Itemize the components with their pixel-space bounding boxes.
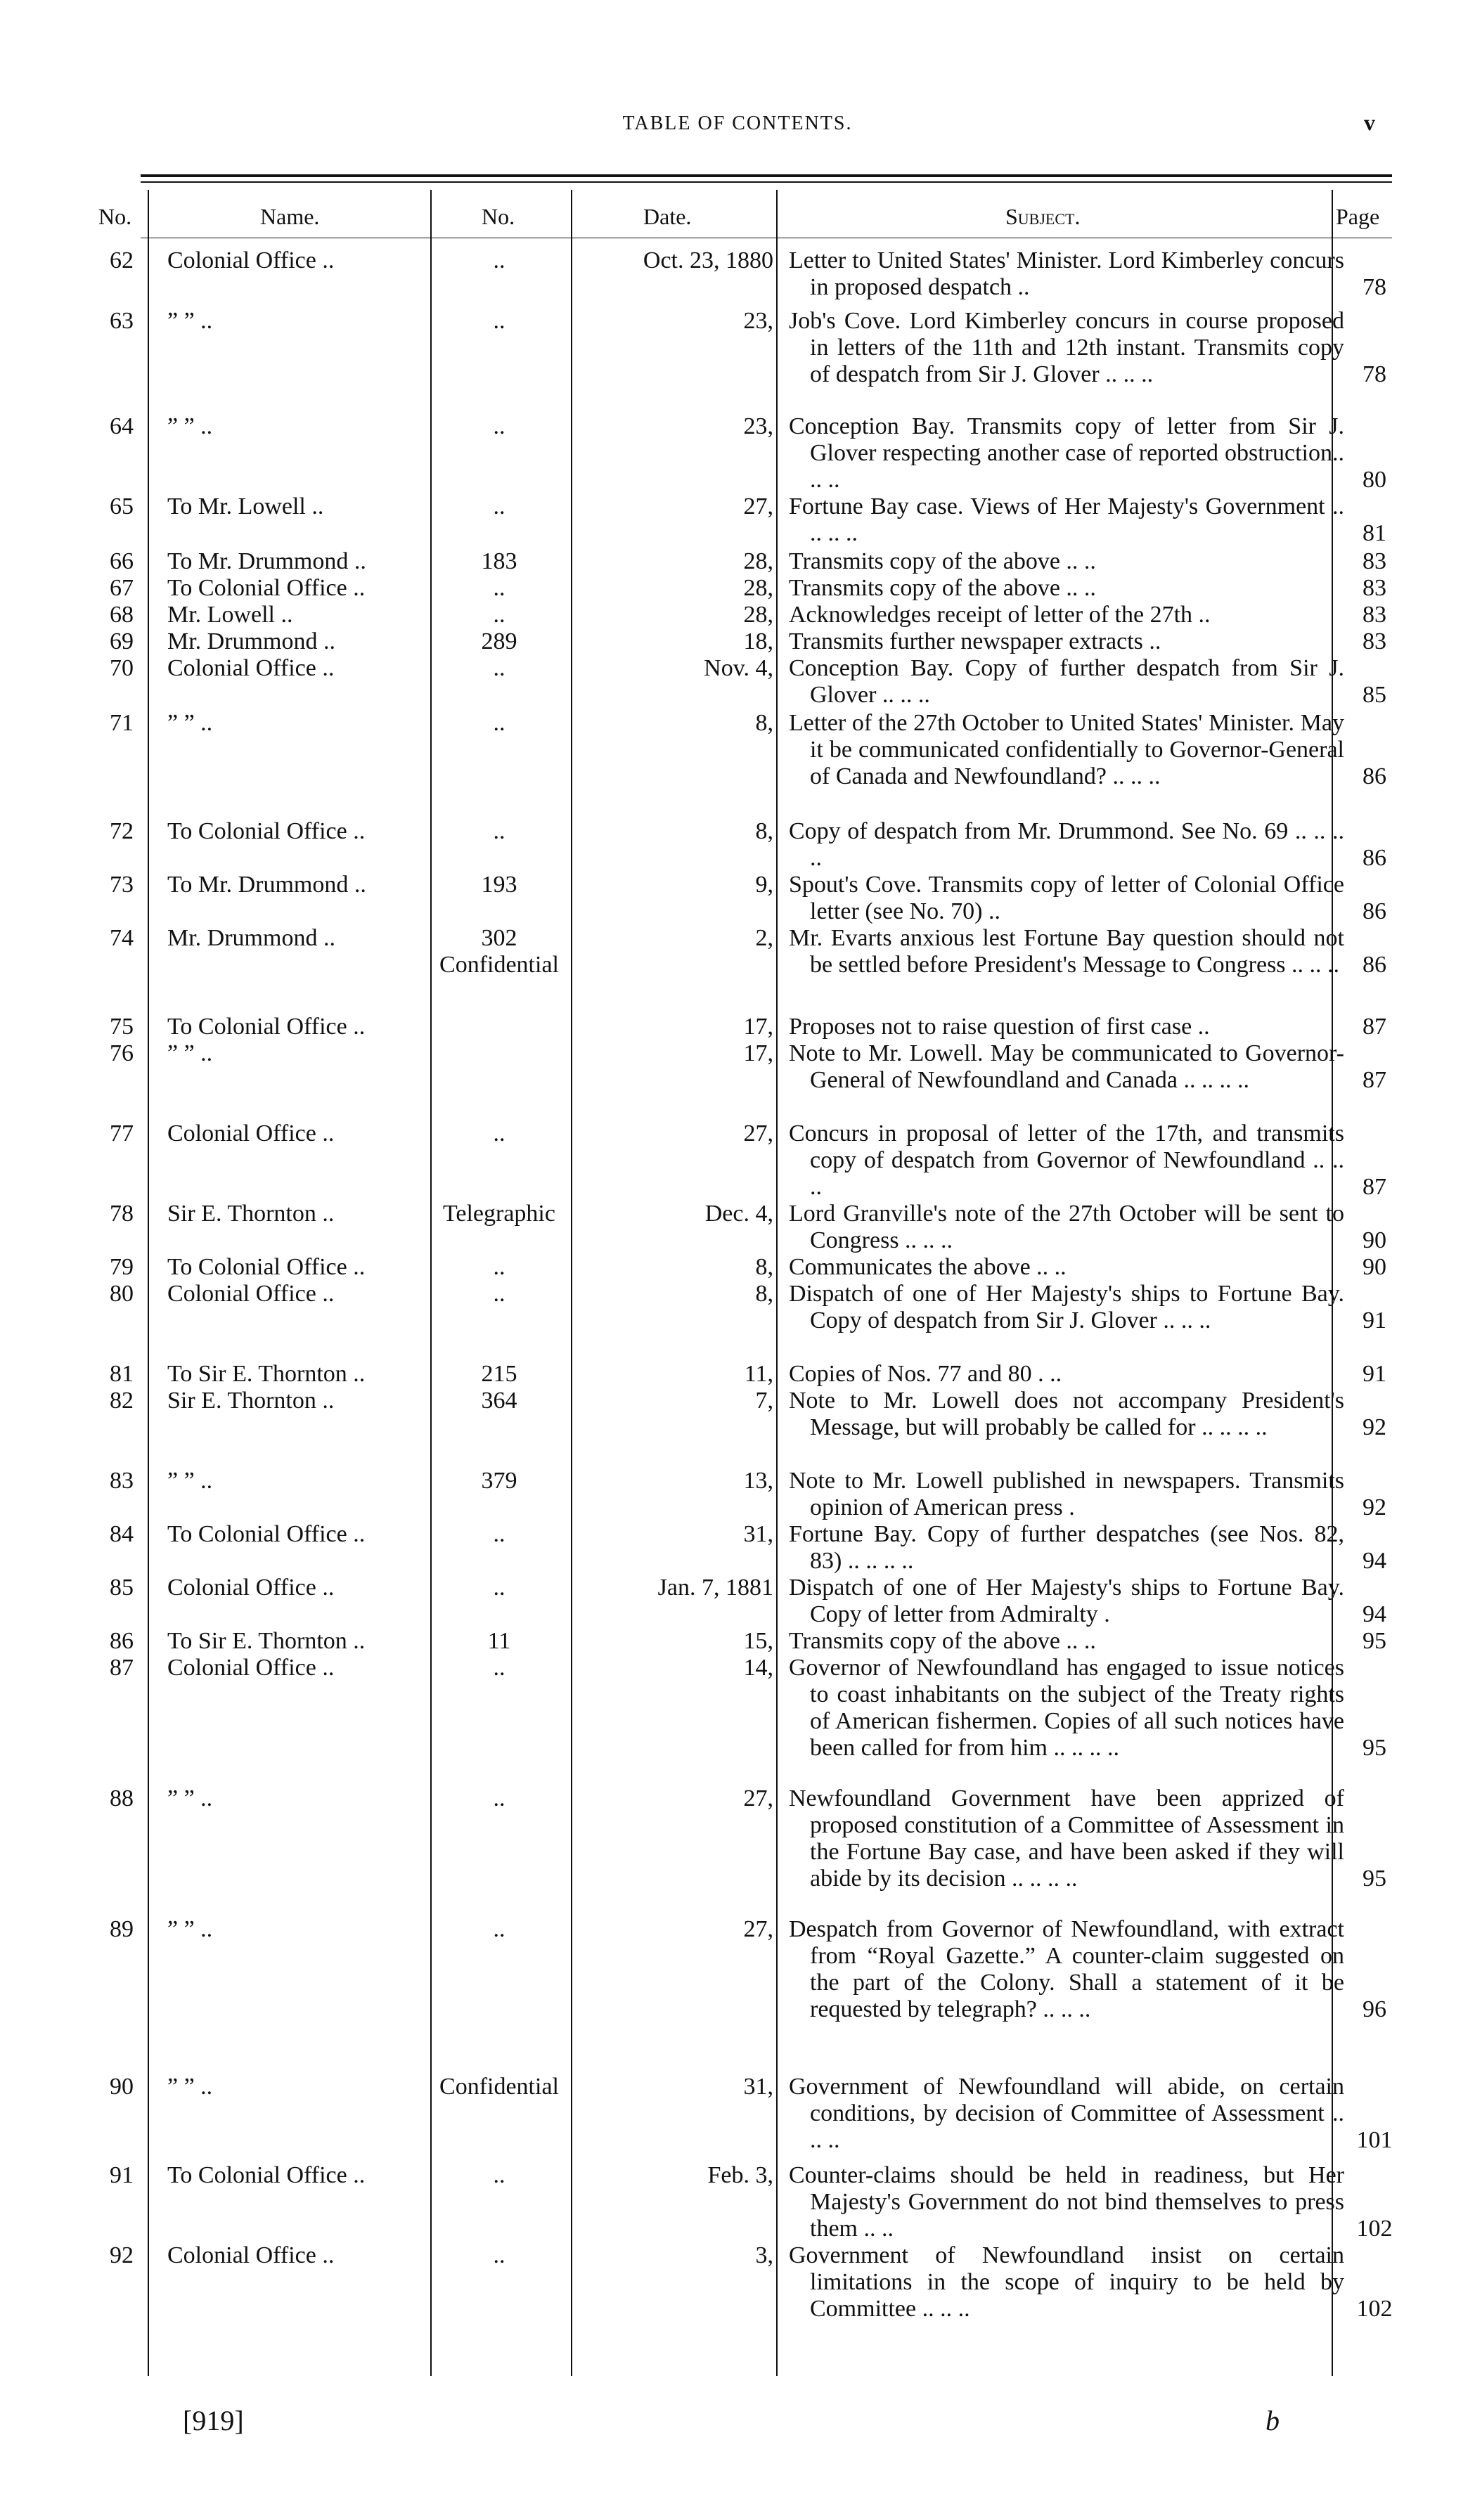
- cell-page: 85: [1363, 682, 1386, 708]
- cell-subject: Letter to United States' Minister. Lord Kimberley concurs in proposed despatch ..: [789, 247, 1344, 300]
- cell-num: ..: [493, 818, 505, 844]
- cell-name: To Colonial Office ..: [167, 1521, 366, 1547]
- cell-no: 88: [110, 1785, 134, 1811]
- cell-name: ” ” ..: [167, 1916, 213, 1942]
- cell-name: To Mr. Lowell ..: [167, 493, 324, 519]
- cell-name: Sir E. Thornton ..: [167, 1388, 335, 1414]
- cell-page: 95: [1363, 1628, 1386, 1654]
- cell-date: 11,: [744, 1361, 773, 1387]
- cell-date: 15,: [743, 1628, 773, 1654]
- cell-date: 17,: [743, 1014, 773, 1040]
- col-divider-3: [571, 190, 572, 2376]
- cell-no: 78: [110, 1201, 134, 1227]
- cell-no: 92: [110, 2242, 134, 2268]
- cell-name: To Colonial Office ..: [167, 2162, 366, 2188]
- cell-date: 17,: [743, 1040, 773, 1066]
- cell-num: 193: [481, 872, 517, 898]
- cell-page: 91: [1363, 1361, 1386, 1387]
- running-title: TABLE OF CONTENTS.: [622, 112, 853, 134]
- cell-num: ..: [493, 602, 505, 628]
- cell-no: 81: [110, 1361, 134, 1387]
- cell-page: 86: [1363, 898, 1386, 924]
- cell-no: 74: [110, 925, 134, 951]
- cell-name: Sir E. Thornton ..: [167, 1201, 335, 1227]
- cell-page: 102: [1356, 2216, 1393, 2242]
- header-num: No.: [482, 204, 515, 229]
- col-divider-1: [148, 190, 149, 2376]
- cell-subject: Note to Mr. Lowell does not accompany President's Message, but will probably be called for .. .. .. ..: [789, 1388, 1344, 1440]
- cell-date: Nov. 4,: [704, 655, 773, 681]
- cell-page: 83: [1363, 548, 1386, 574]
- cell-no: 67: [110, 575, 134, 601]
- cell-subject: Note to Mr. Lowell. May be communicated to Governor-General of Newfoundland and Canada .. .. .. ..: [789, 1040, 1344, 1093]
- cell-num: ..: [493, 1785, 505, 1811]
- cell-num: ..: [493, 1120, 505, 1146]
- cell-name: Colonial Office ..: [167, 247, 335, 273]
- cell-no: 75: [110, 1014, 134, 1040]
- cell-subject: Fortune Bay case. Views of Her Majesty's Government .. .. .. ..: [789, 493, 1344, 546]
- cell-date: Dec. 4,: [704, 1201, 773, 1227]
- cell-date: 23,: [743, 308, 773, 334]
- cell-no: 80: [110, 1281, 134, 1307]
- cell-date: Oct. 23, 1880: [643, 247, 773, 273]
- cell-num: 183: [481, 548, 517, 574]
- cell-num: 215: [481, 1361, 517, 1387]
- cell-name: ” ” ..: [167, 1040, 213, 1066]
- cell-no: 68: [110, 602, 134, 628]
- cell-num: Telegraphic: [443, 1201, 555, 1227]
- cell-date: 3,: [755, 2242, 773, 2268]
- cell-name: To Sir E. Thornton ..: [167, 1628, 366, 1654]
- cell-subject: Acknowledges receipt of letter of the 27th ..: [789, 602, 1211, 628]
- cell-num: ..: [493, 308, 505, 334]
- cell-subject: Transmits further newspaper extracts ..: [789, 628, 1161, 654]
- cell-no: 66: [110, 548, 134, 574]
- cell-num: ..: [493, 2162, 505, 2188]
- cell-num: ..: [493, 575, 505, 601]
- cell-no: 77: [110, 1120, 134, 1146]
- cell-num: ..: [493, 413, 505, 439]
- cell-no: 89: [110, 1916, 134, 1942]
- cell-num: ..: [493, 1281, 505, 1307]
- top-rule-thin: [141, 181, 1392, 183]
- cell-date: 8,: [755, 1281, 773, 1307]
- cell-no: 82: [110, 1388, 134, 1414]
- cell-num: ..: [493, 710, 505, 736]
- page-letter: v: [1364, 110, 1375, 135]
- cell-no: 64: [110, 413, 134, 439]
- cell-no: 86: [110, 1628, 134, 1654]
- cell-num: 302: [481, 925, 517, 951]
- cell-num: 379: [481, 1468, 517, 1494]
- cell-no: 72: [110, 818, 134, 844]
- cell-name: To Colonial Office ..: [167, 1254, 366, 1280]
- cell-name: ” ” ..: [167, 710, 213, 736]
- cell-date: 27,: [743, 493, 773, 519]
- cell-page: 86: [1363, 763, 1386, 789]
- cell-num: ..: [493, 1916, 505, 1942]
- cell-num: ..: [493, 1254, 505, 1280]
- footer-signature: [919]: [183, 2405, 244, 2436]
- cell-page: 91: [1363, 1307, 1386, 1333]
- cell-page: 87: [1363, 1014, 1386, 1040]
- cell-no: 73: [110, 872, 134, 898]
- cell-date: 2,: [755, 925, 773, 951]
- cell-no: 76: [110, 1040, 134, 1066]
- cell-date: 27,: [743, 1785, 773, 1811]
- cell-no: 79: [110, 1254, 134, 1280]
- cell-name: To Mr. Drummond ..: [167, 548, 366, 574]
- cell-page: 87: [1363, 1174, 1386, 1200]
- cell-page: 95: [1363, 1735, 1386, 1761]
- cell-name: To Sir E. Thornton ..: [167, 1361, 366, 1387]
- cell-no: 91: [110, 2162, 134, 2188]
- cell-name: To Colonial Office ..: [167, 818, 366, 844]
- cell-page: 86: [1363, 845, 1386, 871]
- cell-date: Feb. 3,: [707, 2162, 773, 2188]
- cell-no: 84: [110, 1521, 134, 1547]
- cell-page: 83: [1363, 575, 1386, 601]
- cell-num: ..: [493, 1575, 505, 1601]
- cell-name: Colonial Office ..: [167, 1575, 335, 1601]
- cell-name: Colonial Office ..: [167, 655, 335, 681]
- cell-num: ..: [493, 247, 505, 273]
- cell-subject: Mr. Evarts anxious lest Fortune Bay question should not be settled before President's Message to Congress .. .. ..: [789, 925, 1344, 978]
- cell-subject: Conception Bay. Transmits copy of letter from Sir J. Glover respecting another case of reported obstruction.. .. ..: [789, 413, 1344, 493]
- cell-page: 94: [1363, 1548, 1386, 1574]
- cell-page: 90: [1363, 1254, 1386, 1280]
- cell-subject: Fortune Bay. Copy of further despatches (see Nos. 82, 83) .. .. .. ..: [789, 1521, 1344, 1574]
- cell-subject: Note to Mr. Lowell published in newspapers. Transmits opinion of American press .: [789, 1468, 1344, 1520]
- cell-no: 69: [110, 628, 134, 654]
- cell-page: 81: [1363, 520, 1386, 546]
- cell-page: 95: [1363, 1866, 1386, 1892]
- cell-num: 289: [481, 628, 517, 654]
- cell-name: ” ” ..: [167, 1785, 213, 1811]
- cell-page: 78: [1363, 361, 1386, 387]
- cell-name: Colonial Office ..: [167, 1281, 335, 1307]
- header-page: Page: [1336, 204, 1380, 229]
- cell-name: To Colonial Office ..: [167, 1014, 366, 1040]
- cell-no: 63: [110, 308, 134, 334]
- cell-subject: Spout's Cove. Transmits copy of letter of Colonial Office letter (see No. 70) ..: [789, 872, 1344, 924]
- cell-date: 8,: [755, 818, 773, 844]
- top-rule-thick: [141, 174, 1392, 177]
- cell-date: 23,: [743, 413, 773, 439]
- cell-subject: Counter-claims should be held in readiness, but Her Majesty's Government do not bind themselves to press them .. ..: [789, 2162, 1344, 2242]
- cell-subject: Transmits copy of the above .. ..: [789, 575, 1096, 601]
- cell-no: 70: [110, 655, 134, 681]
- cell-date: 27,: [743, 1120, 773, 1146]
- cell-date: 9,: [755, 872, 773, 898]
- cell-page: 80: [1363, 467, 1386, 493]
- cell-no: 83: [110, 1468, 134, 1494]
- col-divider-4: [776, 190, 778, 2376]
- cell-subject: Dispatch of one of Her Majesty's ships to Fortune Bay. Copy of letter from Admiralty .: [789, 1575, 1344, 1627]
- cell-date: Jan. 7, 1881: [657, 1575, 773, 1601]
- cell-page: 83: [1363, 628, 1386, 654]
- cell-page: 94: [1363, 1601, 1386, 1627]
- cell-no: 65: [110, 493, 134, 519]
- cell-page: 78: [1363, 274, 1386, 300]
- cell-page: 90: [1363, 1227, 1386, 1253]
- header-subject: Subject.: [1005, 204, 1081, 229]
- cell-num: 11: [487, 1628, 511, 1654]
- cell-date: 28,: [743, 575, 773, 601]
- cell-subject: Copy of despatch from Mr. Drummond. See No. 69 .. .. .. ..: [789, 818, 1344, 871]
- cell-name: ” ” ..: [167, 2074, 213, 2100]
- cell-subject: Dispatch of one of Her Majesty's ships to Fortune Bay. Copy of despatch from Sir J. Glover .. .. ..: [789, 1281, 1344, 1333]
- cell-name: ” ” ..: [167, 308, 213, 334]
- cell-no: 62: [110, 247, 134, 273]
- cell-no: 90: [110, 2074, 134, 2100]
- cell-subject: Concurs in proposal of letter of the 17th, and transmits copy of despatch from Governor of Newfoundland .. .. ..: [789, 1120, 1344, 1200]
- cell-name: Colonial Office ..: [167, 1120, 335, 1146]
- cell-date: 14,: [743, 1655, 773, 1681]
- cell-num: ..: [493, 493, 505, 519]
- cell-page: 101: [1356, 2127, 1393, 2153]
- cell-num: ..: [493, 655, 505, 681]
- cell-num: 364: [481, 1388, 517, 1414]
- cell-subject: Government of Newfoundland insist on certain limitations in the scope of inquiry to be held by Committee .. .. ..: [789, 2242, 1344, 2322]
- cell-date: 8,: [755, 710, 773, 736]
- cell-subject: Copies of Nos. 77 and 80 . ..: [789, 1361, 1062, 1387]
- cell-subject: Lord Granville's note of the 27th October will be sent to Congress .. .. ..: [789, 1201, 1344, 1253]
- header-date: Date.: [643, 204, 692, 229]
- cell-page: 86: [1363, 952, 1386, 978]
- cell-date: 27,: [743, 1916, 773, 1942]
- cell-no: 85: [110, 1575, 134, 1601]
- cell-date: 28,: [743, 548, 773, 574]
- cell-subject: Conception Bay. Copy of further despatch from Sir J. Glover .. .. ..: [789, 655, 1344, 708]
- cell-name: ” ” ..: [167, 413, 213, 439]
- cell-subject: Despatch from Governor of Newfoundland, with extract from “Royal Gazette.” A counter-claim suggested on the part of the Colony. Shall a statement of it be requested by telegraph? .. .. ..: [789, 1916, 1344, 2022]
- cell-num: ..: [493, 1655, 505, 1681]
- cell-name: ” ” ..: [167, 1468, 213, 1494]
- cell-page: 83: [1363, 602, 1386, 628]
- cell-no: 87: [110, 1655, 134, 1681]
- cell-subject: Communicates the above .. ..: [789, 1254, 1067, 1280]
- header-no: No.: [98, 204, 132, 229]
- cell-name: Colonial Office ..: [167, 1655, 335, 1681]
- footer-sheet-letter: b: [1265, 2405, 1280, 2436]
- cell-date: 28,: [743, 602, 773, 628]
- cell-date: 8,: [755, 1254, 773, 1280]
- cell-subject: Proposes not to raise question of first case ..: [789, 1014, 1210, 1040]
- cell-subject: Government of Newfoundland will abide, on certain conditions, by decision of Committee of Assessment .. .. ..: [789, 2074, 1344, 2153]
- cell-page: 92: [1363, 1494, 1386, 1520]
- cell-date: 7,: [755, 1388, 773, 1414]
- cell-page: 87: [1363, 1067, 1386, 1093]
- cell-name: To Mr. Drummond ..: [167, 872, 366, 898]
- cell-name: Mr. Drummond ..: [167, 925, 335, 951]
- cell-name: Colonial Office ..: [167, 2242, 335, 2268]
- cell-date: 31,: [743, 2074, 773, 2100]
- cell-name: Mr. Lowell ..: [167, 602, 293, 628]
- cell-date: 13,: [743, 1468, 773, 1494]
- cell-subject: Job's Cove. Lord Kimberley concurs in course proposed in letters of the 11th and 12th instant. Transmits copy of despatch from Sir J. Glover .. .. ..: [789, 308, 1344, 387]
- cell-num: Confidential: [439, 2074, 559, 2100]
- cell-page: 92: [1363, 1414, 1386, 1440]
- cell-subject: Letter of the 27th October to United States' Minister. May it be communicated confidentially to Governor-General of Canada and Newfoundland? .. .. ..: [789, 710, 1344, 789]
- cell-num: ..: [493, 1521, 505, 1547]
- cell-no: 71: [110, 710, 134, 736]
- header-name: Name.: [260, 204, 320, 229]
- cell-date: 31,: [743, 1521, 773, 1547]
- cell-num: ..: [493, 2242, 505, 2268]
- cell-subject: Transmits copy of the above .. ..: [789, 548, 1096, 574]
- cell-name: Mr. Drummond ..: [167, 628, 335, 654]
- cell-date: 18,: [743, 628, 773, 654]
- cell-page: 102: [1356, 2296, 1393, 2322]
- cell-page: 96: [1363, 1996, 1386, 2022]
- cell-name: To Colonial Office ..: [167, 575, 366, 601]
- cell-subject: Newfoundland Government have been apprized of proposed constitution of a Committee of Assessment in the Fortune Bay case, and have been asked if they will abide by its decision .. .. .. ..: [789, 1785, 1344, 1892]
- cell-subject: Transmits copy of the above .. ..: [789, 1628, 1096, 1654]
- cell-num-note: Confidential: [439, 952, 559, 978]
- cell-subject: Governor of Newfoundland has engaged to issue notices to coast inhabitants on the subject of the Treaty rights of American fishermen. Copies of all such notices have been called for from him .. .. .. ..: [789, 1655, 1344, 1761]
